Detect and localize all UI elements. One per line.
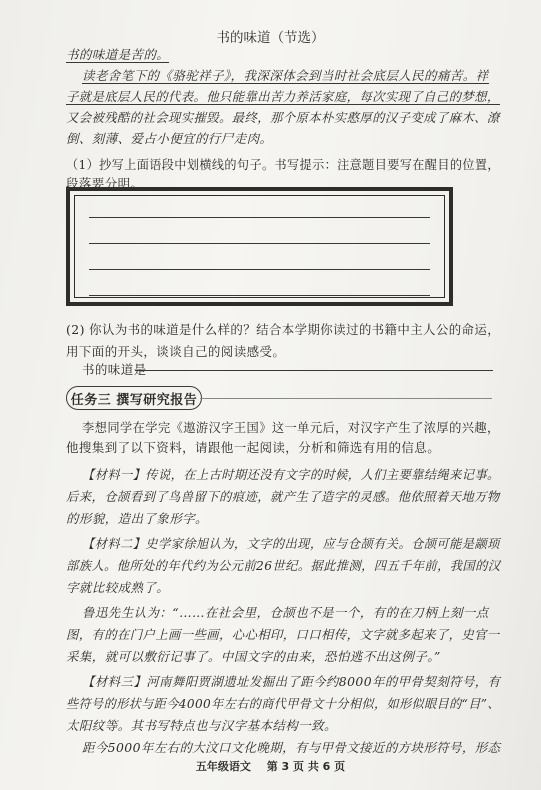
intro-line-2: 他搜集到了以下资料，请跟他一起阅读，分析和筛选有用的信息。 [66, 440, 441, 455]
question-2-prompt: 书的味道是 [82, 362, 147, 377]
page-footer [0, 758, 541, 774]
task-3-label: 任务三 撰写研究报告 [66, 386, 202, 410]
material-1-line-3: 的形貌，造出了象形字。 [66, 511, 208, 526]
question-2-line-1: (2) 你认为书的味道是什么样的？结合本学期你读过的书籍中主人公的命运， [66, 322, 501, 337]
material-2-line-1: 【材料二】史学家徐旭认为，文字的出现，应与仓颉有关。仓颉可能是颛顼 [82, 536, 500, 551]
footer-page-number: 第 3 页 共 6 页 [266, 760, 346, 773]
question-2-line-2: 用下面的开头，谈谈自己的阅读感受。 [66, 344, 286, 359]
material-2-line-6: 采集，就可以敷衍记事了。中国文字的由来，恐怕逃不出这例子。” [66, 649, 441, 664]
section-divider [200, 398, 492, 399]
answer-line[interactable] [89, 295, 430, 296]
answer-box[interactable] [66, 187, 453, 306]
material-3-line-4: 距今5000年左右的大汶口文化晚期，有与甲骨文接近的方块形符号，形态 [82, 740, 501, 755]
excerpt-line-4: 又会被残酷的社会现实摧毁。最终，那个原本朴实憨厚的汉子变成了麻木、潦 [66, 110, 500, 125]
footer-subject: 五年级语文 [195, 760, 251, 773]
page-title: 书的味道（节选） [216, 30, 325, 46]
material-2-line-5: 图，有的在门户上画一些画，心心相印，口口相传，文字就多起来了，史官一 [66, 627, 500, 642]
material-1-line-1: 【材料一】传说，在上古时期还没有文字的时候，人们主要靠结绳来记事。 [82, 467, 500, 482]
answer-line[interactable] [89, 217, 430, 218]
excerpt-line-3: 子就是底层人民的代表。他只能靠出苦力养活家庭，每次实现了自己的梦想， [66, 89, 500, 104]
material-2-line-4: 鲁迅先生认为：“……在社会里，仓颉也不是一个，有的在刀柄上刻一点 [82, 605, 489, 620]
question-1-line-1: （1）抄写上面语段中划横线的句子。书写提示：注意题目要写在醒目的位置， [66, 157, 500, 172]
answer-line[interactable] [89, 243, 430, 244]
material-3-line-2: 些符号的形状与距今4000年左右的商代甲骨文十分相似，如形似眼目的“目”、 [66, 696, 500, 711]
material-2-line-3: 字就比较成熟了。 [66, 580, 170, 595]
material-3-line-3: 太阳纹等。其书写特点也与汉字基本结构一致。 [66, 718, 337, 733]
material-2-line-2: 部族人。他所处的年代约为公元前26世纪。据此推测，四五千年前，我国的汉 [66, 558, 501, 573]
material-3-line-1: 【材料三】河南舞阳贾湖遗址发掘出了距今约8000年的甲骨契刻符号，有 [82, 674, 501, 689]
question-2-answer-line[interactable] [135, 370, 493, 371]
excerpt-line-1: 书的味道是苦的。 [66, 47, 170, 62]
intro-line-1: 李想同学在学完《遨游汉字王国》这一单元后，对汉字产生了浓厚的兴趣， [82, 420, 500, 435]
excerpt-line-5: 倒、刻薄、爱占小便宜的行尸走肉。 [66, 131, 273, 146]
question-1-line-2: 段落要分明。 [66, 176, 144, 191]
material-1-line-2: 后来，仓颉看到了鸟兽留下的痕迹，就产生了造字的灵感。他依照着天地万物 [66, 489, 500, 504]
excerpt-line-2: 读老舍笔下的《骆驼祥子》，我深深体会到当时社会底层人民的痛苦。祥 [82, 68, 489, 83]
answer-line[interactable] [89, 269, 430, 270]
answer-box-inner [74, 195, 445, 298]
